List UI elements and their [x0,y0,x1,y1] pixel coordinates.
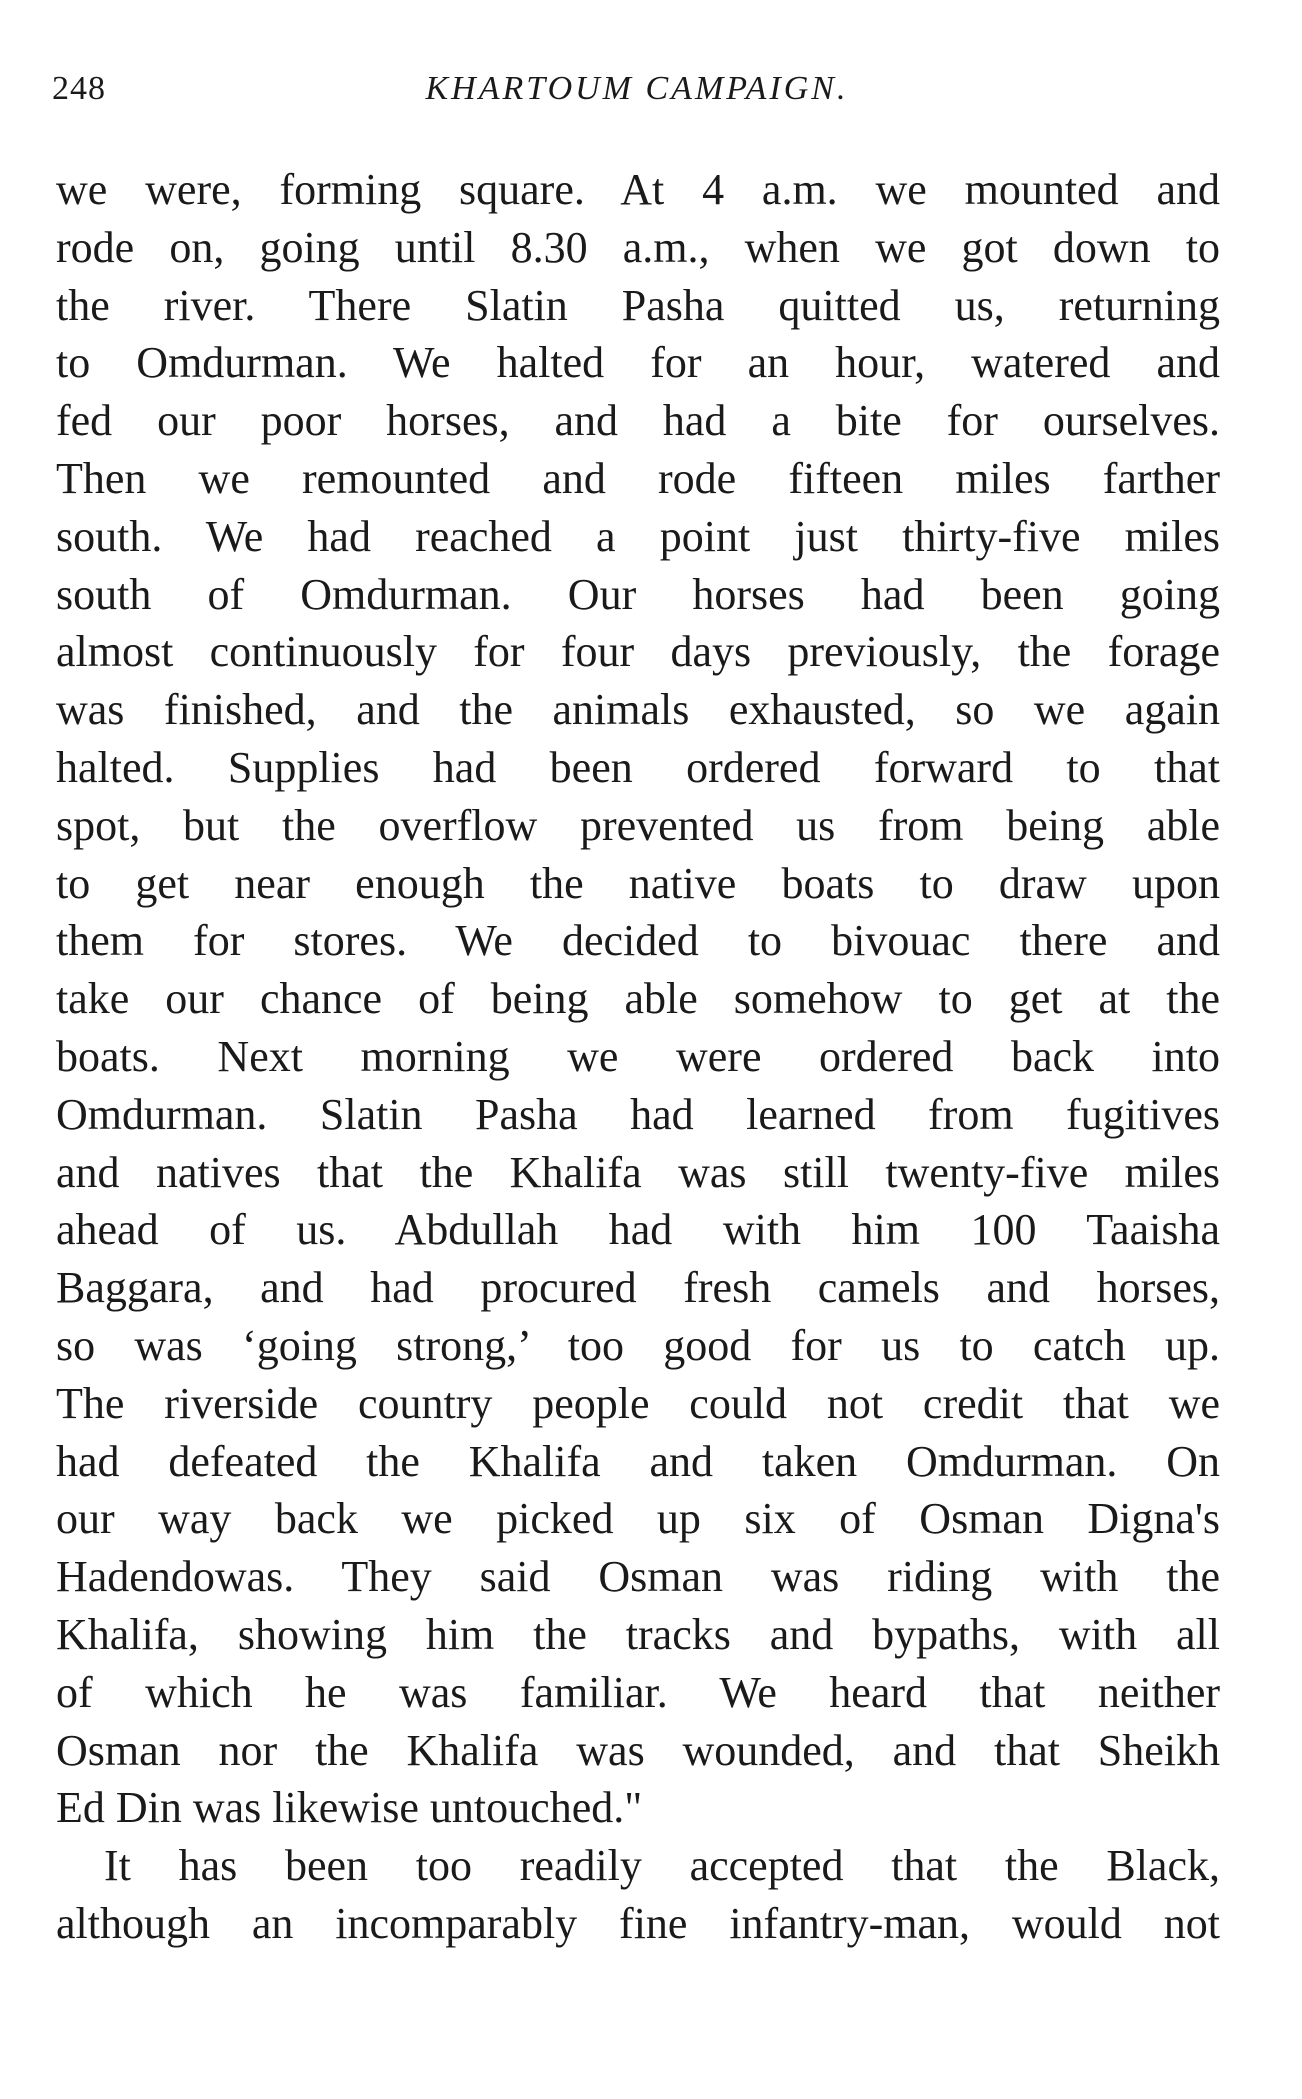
text-line: Ed Din was likewise untouched." [56,1783,643,1833]
text-line: take our chance of being able somehow to get at the [56,974,1220,1024]
text-line: to get near enough the native boats to draw upon [56,858,1220,908]
text-line: Omdurman. Slatin Pasha had learned from fugitives [56,1089,1220,1139]
page-number: 248 [52,70,106,107]
text-line: Then we remounted and rode fifteen miles farther [56,453,1220,503]
text-line: halted. Supplies had been ordered forward to that [56,742,1220,792]
text-line: had defeated the Khalifa and taken Omdurman. On [56,1436,1220,1486]
text-line: them for stores. We decided to bivouac there and [56,916,1220,966]
text-line: Hadendowas. They said Osman was riding with the [56,1552,1220,1602]
page-header [52,70,1222,120]
text-line: we were, forming square. At 4 a.m. we mounted and [56,165,1220,214]
paragraph-2 [56,1837,1220,1953]
text-line: Khalifa, showing him the tracks and bypaths, with all [56,1609,1220,1659]
text-line: the river. There Slatin Pasha quitted us, returning [56,280,1220,330]
body-text [56,161,1220,1953]
text-line: was finished, and the animals exhausted, so we again [56,685,1220,735]
text-line: ahead of us. Abdullah had with him 100 Taaisha [56,1205,1220,1255]
text-line: south of Omdurman. Our horses had been going [56,569,1220,619]
text-line: rode on, going until 8.30 a.m., when we got down to [56,222,1220,272]
paragraph-1 [56,161,1220,1837]
text-line: Osman nor the Khalifa was wounded, and that Sheikh [56,1725,1220,1775]
text-line: fed our poor horses, and had a bite for ourselves. [56,396,1220,446]
text-line: and natives that the Khalifa was still twenty-five miles [56,1147,1220,1197]
text-line: boats. Next morning we were ordered back into [56,1031,1220,1081]
text-line: The riverside country people could not credit that we [56,1378,1220,1428]
text-line: our way back we picked up six of Osman Digna's [56,1494,1220,1544]
text-line: It has been too readily accepted that the Black, [104,1841,1220,1891]
text-line: almost continuously for four days previously, the forage [56,627,1220,677]
running-head: KHARTOUM CAMPAIGN. [425,70,849,107]
text-line: to Omdurman. We halted for an hour, watered and [56,338,1220,388]
text-line: of which he was familiar. We heard that neither [56,1667,1220,1717]
text-line: although an incomparably fine infantry-man, would not [56,1898,1220,1948]
text-line: south. We had reached a point just thirty-five miles [56,511,1220,561]
text-line: spot, but the overflow prevented us from being able [56,800,1220,850]
text-line: so was ‘going strong,’ too good for us to catch up. [56,1320,1220,1370]
text-line: Baggara, and had procured fresh camels and horses, [56,1263,1220,1313]
